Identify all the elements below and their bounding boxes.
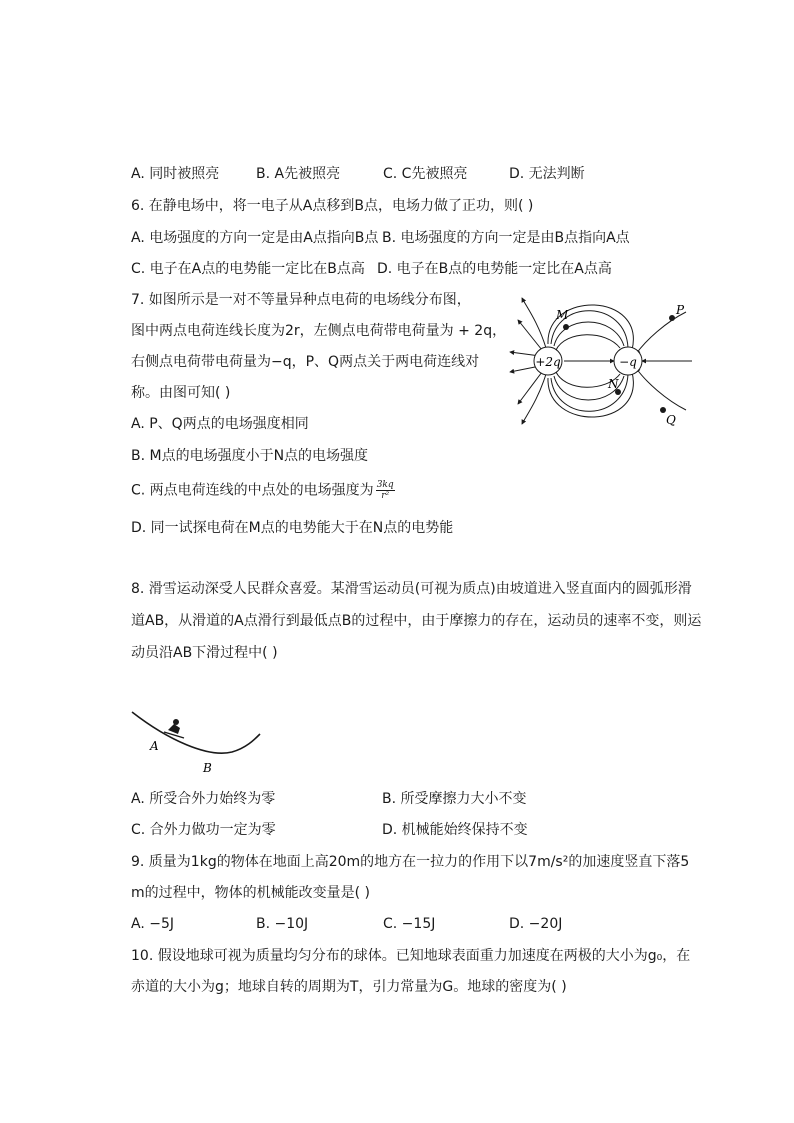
- q6-option-c: C. 电子在A点的电势能一定比在B点高: [131, 261, 365, 277]
- label-b: B: [203, 761, 212, 775]
- q6-option-a: A. 电场强度的方向一定是由A点指向B点: [131, 230, 379, 246]
- q9-option-c: C. −15J: [383, 916, 436, 932]
- left-charge-label: +2q: [535, 355, 561, 369]
- q8-option-a: A. 所受合外力始终为零: [131, 791, 276, 807]
- q8-stem-line-1: 8. 滑雪运动深受人民群众喜爱。某滑雪运动员(可视为质点)由坡道进入竖直面内的圆弧形滑: [131, 581, 692, 597]
- q7-stem-line-2: 图中两点电荷连线长度为2r，左侧点电荷带电荷量为 + 2q，: [131, 323, 507, 339]
- q9-stem-line-1: 9. 质量为1kg的物体在地面上高20m的地方在一拉力的作用下以7m/s²的加速度竖直下落5: [131, 854, 690, 870]
- q9-option-b: B. −10J: [256, 916, 309, 932]
- q5-option-c: C. C先被照亮: [383, 166, 468, 182]
- q8-option-d: D. 机械能始终保持不变: [382, 822, 528, 838]
- q8-option-b: B. 所受摩擦力大小不变: [382, 791, 527, 807]
- q6-option-b: B. 电场强度的方向一定是由B点指向A点: [382, 230, 630, 246]
- q10-stem-line-1: 10. 假设地球可视为质量均匀分布的球体。已知地球表面重力加速度在两极的大小为g₀，在: [131, 948, 691, 964]
- q8-stem-line-3: 动员沿AB下滑过程中( ): [131, 645, 278, 661]
- q7-option-c: [131, 480, 395, 501]
- ski-slope-figure: [128, 706, 268, 778]
- fraction-denominator: r²: [381, 491, 390, 501]
- q6-option-d: D. 电子在B点的电势能一定比在A点高: [377, 261, 612, 277]
- label-p: P: [676, 303, 685, 317]
- q8-stem-line-2: 道AB，从滑道的A点滑行到最低点B的过程中，由于摩擦力的存在，运动员的速率不变，则运: [131, 613, 702, 629]
- q7-stem-line-3: 右侧点电荷带电荷量为−q，P、Q两点关于两电荷连线对: [131, 354, 480, 370]
- point-p: [669, 315, 675, 321]
- label-q: Q: [666, 413, 676, 427]
- label-m: M: [556, 308, 569, 322]
- q7-option-d: D. 同一试探电荷在M点的电势能大于在N点的电势能: [131, 520, 454, 536]
- q7-option-a: A. P、Q两点的电场强度相同: [131, 416, 309, 432]
- q7-stem-line-4: 称。由图可知( ): [131, 385, 231, 401]
- q5-option-a: A. 同时被照亮: [131, 166, 220, 182]
- fraction-numerator: 3kq: [376, 480, 394, 490]
- q7-option-c-fraction: [376, 480, 395, 501]
- q6-stem: 6. 在静电场中，将一电子从A点移到B点，电场力做了正功，则( ): [131, 198, 534, 214]
- label-n: N: [608, 377, 619, 391]
- q7-option-c-text: C. 两点电荷连线的中点处的电场强度为: [131, 482, 374, 499]
- right-charge-label: −q: [619, 355, 637, 369]
- q7-option-b: B. M点的电场强度小于N点的电场强度: [131, 448, 369, 464]
- q10-stem-line-2: 赤道的大小为g；地球自转的周期为T，引力常量为G。地球的密度为( ): [131, 979, 567, 995]
- q5-option-d: D. 无法判断: [509, 166, 585, 182]
- q7-stem-line-1: 7. 如图所示是一对不等量异种点电荷的电场线分布图，: [131, 292, 471, 308]
- electric-field-figure: [496, 292, 706, 432]
- q5-option-b: B. A先被照亮: [256, 166, 341, 182]
- q8-option-c: C. 合外力做功一定为零: [131, 822, 276, 838]
- label-a: A: [150, 739, 159, 753]
- q9-option-a: A. −5J: [131, 916, 174, 932]
- q9-stem-line-2: m的过程中，物体的机械能改变量是( ): [131, 885, 371, 901]
- q9-option-d: D. −20J: [509, 916, 563, 932]
- point-m: [563, 324, 569, 330]
